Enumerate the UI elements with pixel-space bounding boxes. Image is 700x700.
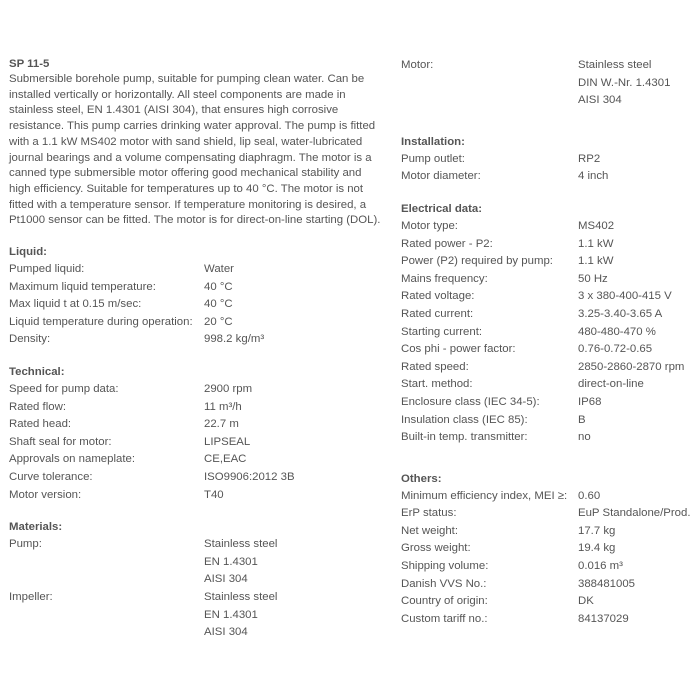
spec-label: Enclosure class (IEC 34-5): <box>401 395 540 408</box>
spec-row <box>401 306 696 324</box>
spec-value: 2850-2860-2870 rpm <box>578 360 685 373</box>
spec-row <box>401 593 696 611</box>
spec-value: B <box>578 413 586 426</box>
spec-value: Water <box>204 263 234 276</box>
spec-value: no <box>578 431 591 444</box>
spec-label: Rated power - P2: <box>401 237 493 250</box>
spec-value: 40 °C <box>204 280 233 293</box>
description-line: canned type submersible motor offering good mechanical stability and <box>9 167 362 180</box>
spec-label: Rated current: <box>401 307 474 320</box>
description-line: Submersible borehole pump, suitable for pumping clean water. Can be <box>9 73 365 85</box>
spec-row <box>9 296 391 314</box>
spec-label: Density: <box>9 333 51 346</box>
spec-value: 1.1 kW <box>578 255 614 268</box>
section-title: Others: <box>401 472 442 485</box>
description-line: Pt1000 sensor can be fitted. The motor is for direct-on-line starting (DOL). <box>9 214 381 227</box>
right-column <box>401 57 696 628</box>
description-line: resistance. This pump carries drinking water approval. The pump is fitted <box>9 120 376 133</box>
spec-value: RP2 <box>578 152 601 165</box>
spec-label: Max liquid t at 0.15 m/sec: <box>9 298 142 311</box>
spec-label: Rated speed: <box>401 360 469 373</box>
spec-row <box>9 314 391 332</box>
spec-value: 50 Hz <box>578 272 608 285</box>
spec-row <box>401 288 696 306</box>
spec-label: Pumped liquid: <box>9 263 85 276</box>
spec-value: 998.2 kg/m³ <box>204 333 265 346</box>
spec-value: 3.25-3.40-3.65 A <box>578 307 663 320</box>
section-title: Technical: <box>9 366 65 378</box>
spec-label: Net weight: <box>401 524 458 537</box>
spec-value-line: AISI 304 <box>204 626 248 639</box>
spec-value: MS402 <box>578 219 615 232</box>
spec-label: Built-in temp. transmitter: <box>401 431 528 444</box>
spec-row-impeller-material <box>9 589 391 642</box>
spec-label: Curve tolerance: <box>9 470 93 483</box>
spec-row-pump-material <box>9 536 391 589</box>
spec-row <box>9 469 391 487</box>
spec-value: 4 inch <box>578 170 609 183</box>
description-line: high efficiency. Suitable for temperatures up to 40 °C. The motor is not <box>9 182 364 195</box>
spec-row <box>401 505 696 523</box>
spec-row <box>9 261 391 279</box>
description-line: journal bearings and a volume compensating diaphragm. The motor is a <box>9 151 372 164</box>
spec-value <box>578 57 670 110</box>
spec-row <box>9 279 391 297</box>
spec-value <box>204 536 277 589</box>
spec-label: Country of origin: <box>401 595 488 608</box>
description-line: fitted with a temperature sensor. If temperature monitoring is desired, a <box>9 198 367 211</box>
spec-label: Minimum efficiency index, MEI ≥: <box>401 489 568 502</box>
spec-label: Danish VVS No.: <box>401 577 487 590</box>
spec-value-line: DIN W.-Nr. 1.4301 <box>578 76 671 89</box>
product-title: SP 11-5 <box>9 58 50 70</box>
technical-section <box>9 364 391 504</box>
spec-label: Motor: <box>401 59 434 71</box>
spec-value-line: EN 1.4301 <box>204 555 258 568</box>
spec-value <box>204 589 277 642</box>
spec-value: 1.1 kW <box>578 237 614 250</box>
spec-label: Impeller: <box>9 590 53 603</box>
spec-row <box>401 168 696 186</box>
spec-label: Motor version: <box>9 488 82 501</box>
section-title: Liquid: <box>9 246 47 259</box>
spec-label: Mains frequency: <box>401 272 488 285</box>
spec-label: Start. method: <box>401 378 473 391</box>
spec-value: 3 x 380-400-415 V <box>578 290 672 303</box>
spec-label: Rated head: <box>9 418 72 431</box>
spec-value: T40 <box>204 488 224 501</box>
spec-row <box>401 236 696 254</box>
spec-value: direct-on-line <box>578 378 644 391</box>
spec-value: 0.76-0.72-0.65 <box>578 343 653 356</box>
spec-value-line: Stainless steel <box>204 538 278 551</box>
section-title: Installation: <box>401 135 465 148</box>
description-line: with a 1.1 kW MS402 motor with sand shield, lip seal, water-lubricated <box>9 135 363 148</box>
spec-row <box>401 376 696 394</box>
spec-value: 22.7 m <box>204 418 239 431</box>
spec-row-motor-material <box>401 57 696 110</box>
spec-label: Liquid temperature during operation: <box>9 315 193 328</box>
spec-value: 388481005 <box>578 577 636 590</box>
spec-label: Rated voltage: <box>401 290 475 303</box>
spec-row <box>9 381 391 399</box>
spec-value-line: AISI 304 <box>578 94 622 107</box>
spec-label: Approvals on nameplate: <box>9 453 136 466</box>
spec-value: 20 °C <box>204 315 233 328</box>
spec-row <box>401 540 696 558</box>
spec-row <box>9 331 391 349</box>
spec-value-line: AISI 304 <box>204 573 248 586</box>
spec-label: Pump: <box>9 538 42 551</box>
spec-value-line: EN 1.4301 <box>204 608 258 621</box>
spec-row <box>401 558 696 576</box>
others-section <box>401 471 696 629</box>
description-line: installed vertically or horizontally. All steel components are made in <box>9 88 346 101</box>
spec-label: Pump outlet: <box>401 152 465 165</box>
spec-label: Cos phi - power factor: <box>401 343 516 356</box>
spec-row <box>9 487 391 505</box>
spec-value: 2900 rpm <box>204 383 253 395</box>
spec-row <box>401 523 696 541</box>
spec-value-line: Stainless steel <box>204 590 278 603</box>
spec-label: ErP status: <box>401 507 457 520</box>
spec-value: 0.016 m³ <box>578 560 623 573</box>
spec-value: DK <box>578 595 594 608</box>
electrical-section <box>401 201 696 447</box>
spec-label: Starting current: <box>401 325 483 338</box>
spec-label: Motor diameter: <box>401 170 481 183</box>
spec-row <box>9 451 391 469</box>
installation-section <box>401 134 696 186</box>
product-description <box>9 72 391 229</box>
spec-label: Custom tariff no.: <box>401 612 488 625</box>
spec-row <box>401 412 696 430</box>
spec-value: ISO9906:2012 3B <box>204 470 295 483</box>
spec-row <box>9 416 391 434</box>
spec-value: 40 °C <box>204 298 233 311</box>
spec-value: EuP Standalone/Prod. <box>578 507 691 520</box>
spec-row <box>401 324 696 342</box>
spec-row <box>401 394 696 412</box>
spec-value: 480-480-470 % <box>578 325 656 338</box>
spec-value: 11 m³/h <box>204 400 242 413</box>
spec-label: Rated flow: <box>9 400 66 413</box>
spec-value: CE,EAC <box>204 453 247 466</box>
spec-row <box>401 429 696 447</box>
spec-label: Gross weight: <box>401 542 471 555</box>
spec-row <box>9 399 391 417</box>
spec-row <box>9 434 391 452</box>
spec-row <box>401 576 696 594</box>
section-title: Materials: <box>9 521 63 534</box>
spec-value: 19.4 kg <box>578 542 616 555</box>
spec-value: LIPSEAL <box>204 435 251 448</box>
spec-row <box>401 218 696 236</box>
spec-value: 84137029 <box>578 612 629 625</box>
spec-label: Insulation class (IEC 85): <box>401 413 528 426</box>
spec-row <box>401 359 696 377</box>
spec-label: Motor type: <box>401 219 458 232</box>
spec-row <box>401 341 696 359</box>
spec-row <box>401 253 696 271</box>
materials-section <box>9 519 391 642</box>
spec-label: Power (P2) required by pump: <box>401 255 553 268</box>
description-line: stainless steel, EN 1.4301 (AISI 304), that ensures high corrosive <box>9 104 339 117</box>
spec-label: Shipping volume: <box>401 560 489 573</box>
spec-value: 17.7 kg <box>578 524 616 537</box>
left-column <box>9 57 391 642</box>
section-title: Electrical data: <box>401 202 483 215</box>
liquid-section <box>9 244 391 349</box>
spec-value: 0.60 <box>578 489 601 502</box>
spec-row <box>401 488 696 506</box>
spec-row <box>401 151 696 169</box>
spec-row <box>401 271 696 289</box>
spec-label: Speed for pump data: <box>9 383 119 395</box>
spec-label: Maximum liquid temperature: <box>9 280 156 293</box>
spec-label: Shaft seal for motor: <box>9 435 112 448</box>
spec-value: IP68 <box>578 395 602 408</box>
spec-value-line: Stainless steel <box>578 59 652 71</box>
spec-row <box>401 611 696 629</box>
